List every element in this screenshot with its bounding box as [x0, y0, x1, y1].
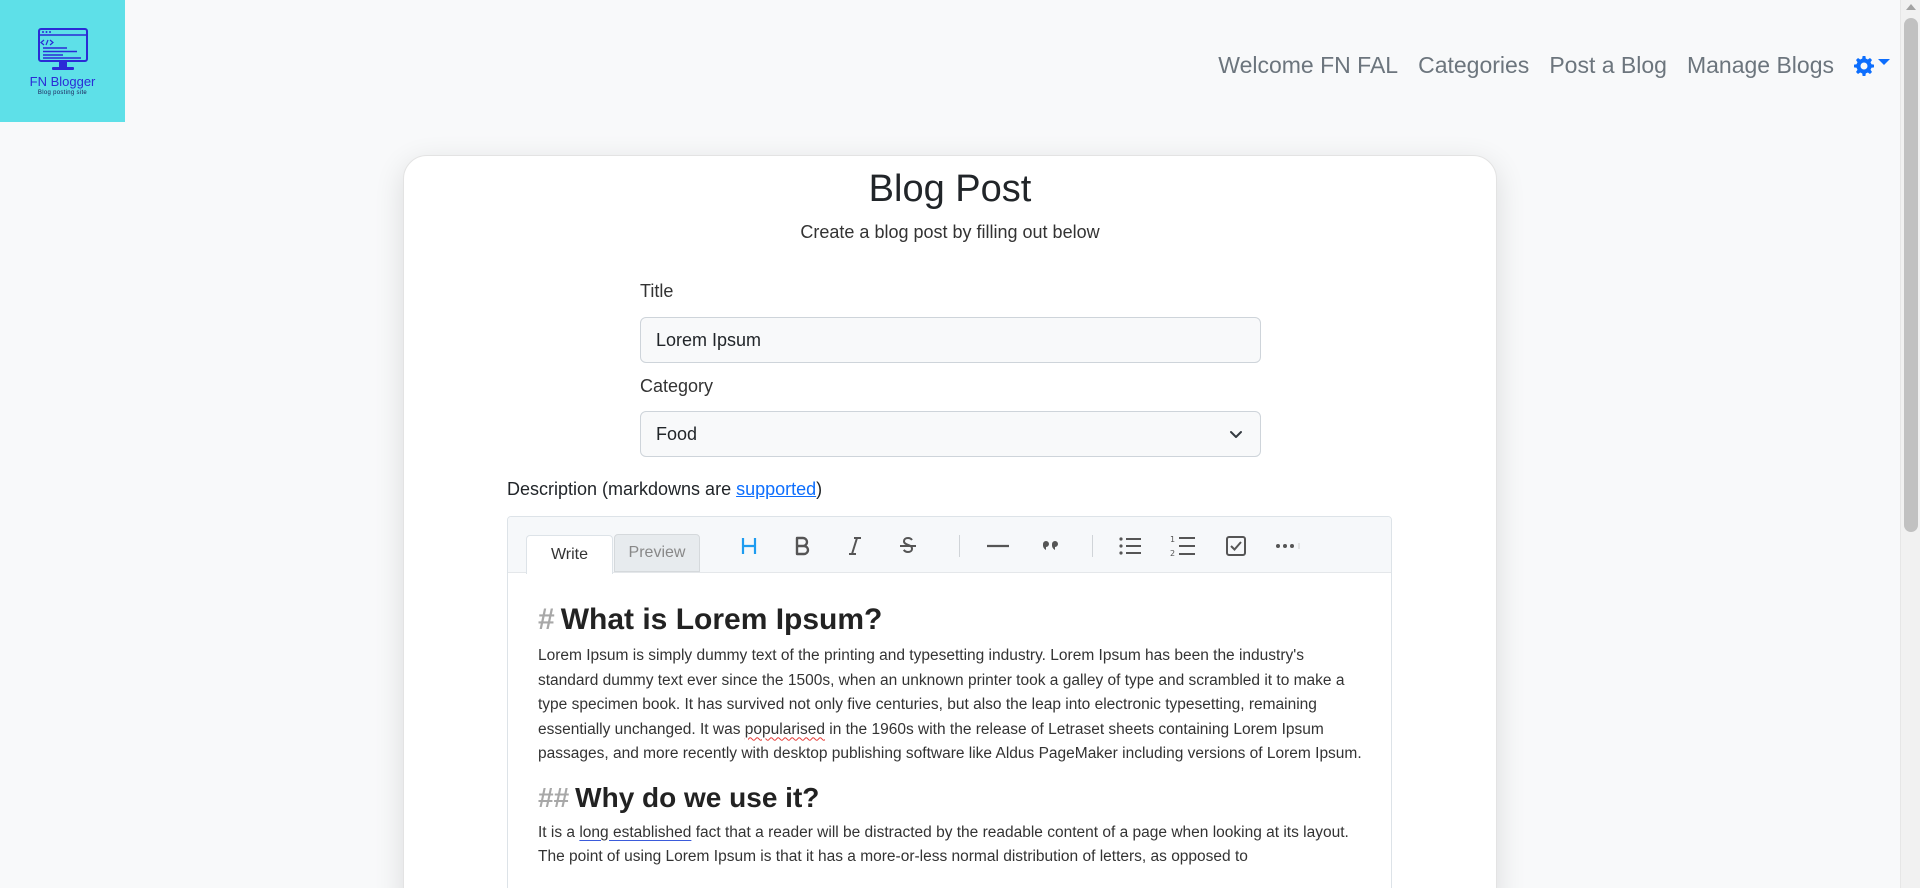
- nav-manage-blogs[interactable]: Manage Blogs: [1686, 52, 1834, 78]
- title-input-value: Lorem Ipsum: [656, 329, 762, 350]
- content-heading-2: [538, 781, 1368, 815]
- heading-icon[interactable]: [733, 531, 765, 561]
- description-label: [507, 479, 822, 500]
- category-select-value: Food: [656, 423, 698, 444]
- heading-2-text: Why do we use it?: [575, 781, 820, 813]
- quote-icon[interactable]: [1035, 531, 1067, 561]
- unordered-list-icon[interactable]: [1114, 531, 1146, 561]
- spellcheck-word[interactable]: popularised: [744, 720, 825, 738]
- monitor-code-icon: [37, 27, 89, 73]
- nav-post-blog[interactable]: Post a Blog: [1549, 52, 1667, 78]
- blog-post-card: [403, 155, 1497, 888]
- content-paragraph-2: [538, 821, 1368, 870]
- description-label-close: ): [816, 479, 823, 499]
- logo-name: FN Blogger: [29, 73, 96, 89]
- markdown-editor[interactable]: [507, 516, 1392, 888]
- editor-toolbar: [508, 517, 1391, 573]
- toolbar-separator: [959, 535, 960, 557]
- gear-icon: [1854, 56, 1874, 76]
- paragraph-2-text-b: fact that a reader will be distracted by the readable content of a page when looking at its layout. The point of using Lorem Ipsum is that it has a more-or-less normal distribution of letters, as opposed to: [538, 823, 1349, 865]
- chevron-down-icon: [1878, 59, 1890, 65]
- grammar-check-phrase[interactable]: long established: [579, 823, 692, 841]
- svg-text:1: 1: [1170, 535, 1176, 544]
- heading-marker: #: [538, 603, 555, 636]
- category-select[interactable]: [640, 411, 1261, 457]
- title-input[interactable]: [640, 317, 1261, 363]
- paragraph-1-text-b: in the 1960s with the release of Letraset sheets containing Lorem Ipsum passages, and more recently with desktop publishing software like Aldus PageMaker including versions of Lorem Ipsum.: [538, 720, 1362, 762]
- editor-content[interactable]: [538, 602, 1368, 870]
- toolbar-separator: [1092, 535, 1093, 557]
- content-paragraph-1: [538, 644, 1368, 767]
- checklist-icon[interactable]: [1220, 531, 1252, 561]
- page-title: Blog Post: [868, 168, 1032, 210]
- heading-marker: ##: [538, 781, 570, 813]
- title-label: Title: [640, 281, 674, 301]
- svg-text:2: 2: [1170, 549, 1176, 558]
- page-scrollbar[interactable]: [1900, 0, 1920, 888]
- italic-icon[interactable]: [839, 531, 871, 561]
- paragraph-1-text-a: Lorem Ipsum is simply dummy text of the printing and typesetting industry. Lorem Ipsum has been the industry's standard dummy text ever since the 1500s, when an unknown printer took a galley of type and scrambled it to make a type specimen book. It has survived not only five centuries, but also the leap into electronic typesetting, remaining essentially unchanged. It was: [538, 647, 1345, 738]
- nav-welcome[interactable]: Welcome FN FAL: [1218, 52, 1399, 78]
- chevron-down-icon: [1228, 426, 1244, 442]
- paragraph-2-text-a: It is a: [538, 823, 580, 841]
- description-label-text: Description (markdowns are: [507, 479, 737, 499]
- logo-tagline: Blog posting site: [37, 89, 88, 96]
- settings-dropdown[interactable]: [1854, 56, 1890, 76]
- tab-write[interactable]: Write: [526, 535, 613, 574]
- scroll-thumb[interactable]: [1904, 18, 1918, 532]
- navbar: [0, 0, 1900, 122]
- nav-links: [1198, 52, 1900, 79]
- bold-icon[interactable]: [786, 531, 818, 561]
- horizontal-rule-icon[interactable]: [982, 531, 1014, 561]
- page-subtitle: Create a blog post by filling out below: [800, 222, 1100, 242]
- markdown-supported-link[interactable]: supported: [736, 479, 817, 499]
- ordered-list-icon[interactable]: [1167, 531, 1199, 561]
- more-icon[interactable]: [1273, 531, 1305, 561]
- nav-categories[interactable]: Categories: [1418, 52, 1530, 78]
- heading-1-text: What is Lorem Ipsum?: [560, 603, 883, 636]
- content-heading-1: [538, 602, 1368, 638]
- strikethrough-icon[interactable]: [892, 531, 924, 561]
- logo[interactable]: [0, 0, 125, 122]
- scroll-up-arrow-icon[interactable]: [1906, 4, 1916, 10]
- tab-preview[interactable]: Preview: [614, 534, 700, 572]
- category-label: Category: [640, 376, 714, 396]
